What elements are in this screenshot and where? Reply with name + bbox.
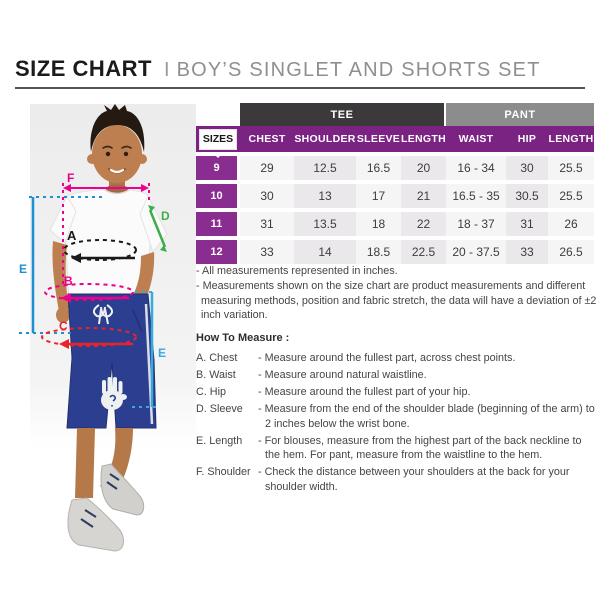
header-divider	[15, 87, 585, 89]
value-cell: 30	[506, 156, 548, 180]
note-line: - Measurements shown on the size chart are product measurements and different measuring methods, position and fabric stretch, the data will have a deviation of ±2 inch variation.	[196, 280, 597, 321]
value-cell: 25.5	[548, 156, 594, 180]
value-cell: 18	[356, 212, 401, 236]
measure-text: - Measure around natural waistline.	[258, 368, 427, 381]
measure-label: E. Length	[196, 434, 243, 447]
marker-shoulder-letter: F	[67, 171, 75, 185]
boy-head	[92, 125, 142, 183]
size-cell: 11	[196, 212, 237, 236]
group-header-pant: PANT	[446, 103, 594, 126]
table-body	[196, 156, 594, 264]
value-cell: 18.5	[356, 240, 401, 264]
value-cell: 13	[294, 184, 356, 208]
model-photo-panel	[15, 104, 200, 564]
column-header-length-6: LENGTH	[548, 133, 594, 145]
group-header-tee: TEE	[240, 103, 446, 126]
title-main: SIZE CHART	[15, 56, 152, 81]
marker-hip-letter: C	[59, 319, 68, 333]
value-cell: 18 - 37	[446, 212, 506, 236]
value-cell: 12.5	[294, 156, 356, 180]
size-cell: 9	[196, 156, 237, 180]
measure-text: - Measure around the fullest part of your hip.	[258, 386, 471, 399]
column-header-row	[196, 126, 594, 152]
notes-list	[196, 264, 598, 322]
size-cell: 12	[196, 240, 237, 264]
measure-text: - For blouses, measure from the highest part of the back neckline to the hem. For pant, measure from the waistline to the hem.	[258, 434, 582, 462]
value-cell: 20 - 37.5	[446, 240, 506, 264]
value-cell: 25.5	[548, 184, 594, 208]
table-row-size-11	[196, 212, 594, 236]
value-cell: 30.5	[506, 184, 548, 208]
value-cell: 31	[506, 212, 548, 236]
value-cell: 26	[548, 212, 594, 236]
column-header-hip-5: HIP	[517, 133, 537, 145]
notes-section	[196, 264, 598, 494]
value-cell: 30	[240, 184, 294, 208]
marker-chest-letter: A	[67, 228, 77, 243]
table-row-size-9	[196, 156, 594, 180]
page-title	[15, 56, 541, 82]
measure-label: A. Chest	[196, 351, 238, 364]
value-cell: 33	[240, 240, 294, 264]
value-cell: 16.5	[356, 156, 401, 180]
model-photo	[15, 104, 200, 564]
sizes-pointer-notch	[212, 152, 224, 158]
measure-text: - Measure from the end of the shoulder blade (beginning of the arm) to 2 inches below the wrist bone.	[258, 403, 595, 430]
column-header-chest-0: CHEST	[248, 133, 286, 145]
column-header-shoulder-1: SHOULDER	[294, 133, 356, 145]
marker-waist-letter: B	[64, 274, 73, 288]
measure-label: F. Shoulder	[196, 466, 251, 479]
value-cell: 14	[294, 240, 356, 264]
column-header-sleeve-2: SLEEVE	[356, 133, 401, 145]
how-to-measure-title: How To Measure :	[196, 332, 290, 344]
how-to-measure-list	[196, 351, 598, 494]
sizes-header: SIZES	[200, 130, 236, 149]
value-cell: 29	[240, 156, 294, 180]
measure-text: - Measure around the fullest part, across chest points.	[258, 351, 516, 364]
value-cell: 22	[401, 212, 446, 236]
table-row-size-12	[196, 240, 594, 264]
size-chart-table	[196, 103, 594, 264]
measure-text: - Check the distance between your shoulders at the back for your shoulder width.	[258, 466, 570, 493]
boy-shorts	[67, 294, 156, 428]
measure-label: D. Sleeve	[196, 403, 243, 416]
marker-length-tee-letter: E	[19, 262, 28, 276]
group-header-row	[196, 103, 594, 126]
value-cell: 13.5	[294, 212, 356, 236]
note-line: - All measurements represented in inches.	[196, 265, 398, 277]
group-header-spacer	[196, 103, 240, 126]
column-header-waist-4: WAIST	[458, 133, 494, 145]
marker-length-pant-letter: E	[158, 346, 167, 360]
value-cell: 33	[506, 240, 548, 264]
value-cell: 16.5 - 35	[446, 184, 506, 208]
value-cell: 20	[401, 156, 446, 180]
value-cell: 16 - 34	[446, 156, 506, 180]
value-cell: 22.5	[401, 240, 446, 264]
measure-label: B. Waist	[196, 368, 236, 381]
title-separator: I	[164, 59, 170, 81]
value-cell: 26.5	[548, 240, 594, 264]
measure-label: C. Hip	[196, 386, 226, 399]
title-subtitle: BOY’S SINGLET AND SHORTS SET	[176, 59, 541, 81]
value-cell: 21	[401, 184, 446, 208]
value-cell: 31	[240, 212, 294, 236]
value-cell: 17	[356, 184, 401, 208]
marker-sleeve-letter: D	[161, 209, 170, 223]
table-row-size-10	[196, 184, 594, 208]
column-header-length-3: LENGTH	[401, 133, 446, 145]
size-cell: 10	[196, 184, 237, 208]
